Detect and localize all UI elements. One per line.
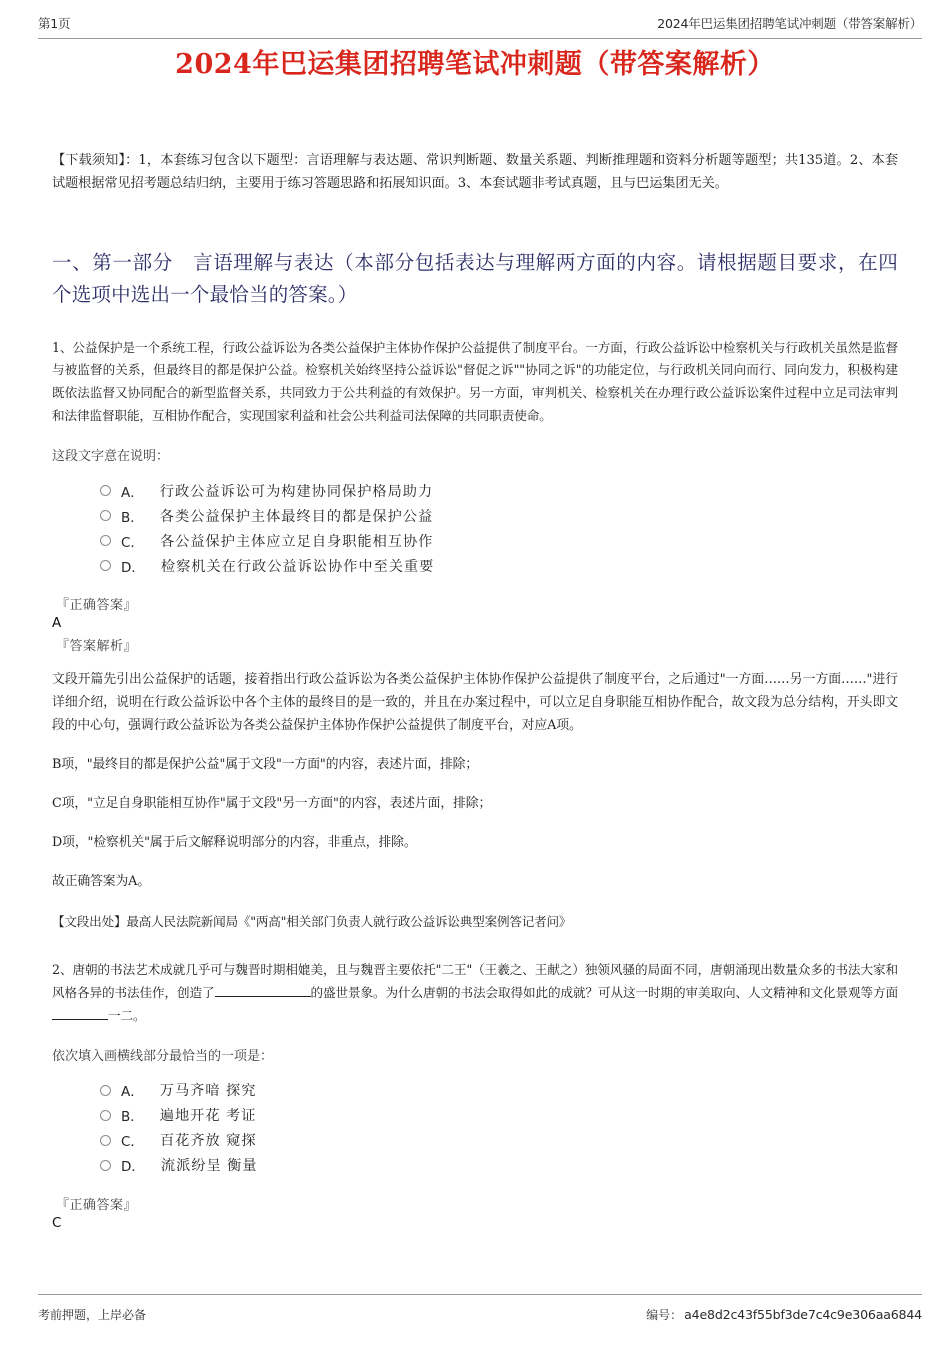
option-letter: B． [121,509,144,526]
option-letter: A． [121,1084,144,1101]
radio-icon[interactable] [100,1085,111,1096]
analysis-line: C项，"立足自身职能相互协作"属于文段"另一方面"的内容，表述片面，排除； [52,796,492,812]
option-row[interactable] [100,503,898,528]
option-text: 流派纷呈 衡量 [160,1158,258,1175]
option-letter: D． [121,1159,145,1176]
question-1-answer: A [52,615,62,632]
analysis-line: 故正确答案为A。 [52,874,151,890]
radio-icon[interactable] [100,485,111,496]
question-1-options [100,478,898,578]
question-2-stem-part2: 的盛世景象。为什么唐朝的书法会取得如此的成就？可从这一时期的审美取向、人文精神和文化景观等方面 [310,984,898,1000]
radio-icon[interactable] [100,535,111,546]
option-text: 各公益保护主体应立足自身职能相互协作 [159,533,434,550]
footer-code-value: a4e8d2c43f55bf3de7c4c9e306aa6844 [684,1306,922,1322]
question-2-prompt: 依次填入画横线部分最恰当的一项是： [52,1048,274,1064]
option-text: 万马齐喑 探究 [159,1083,257,1100]
option-row[interactable] [100,1103,898,1128]
radio-icon[interactable] [100,1135,111,1146]
option-text: 检察机关在行政公益诉讼协作中至关重要 [160,558,435,575]
option-row[interactable] [100,553,898,578]
radio-icon[interactable] [100,510,111,521]
option-letter: A． [121,484,144,501]
answer-analysis-label: 『答案解析』 [56,639,138,655]
option-letter: C． [121,534,144,551]
option-text: 百花齐放 窥探 [159,1133,257,1150]
document-body [52,150,898,1231]
radio-icon[interactable] [100,1110,111,1121]
option-text: 行政公益诉讼可为构建协同保护格局助力 [159,483,434,500]
question-2-answer: C [52,1214,62,1231]
correct-answer-label: 『正确答案』 [56,1197,138,1213]
question-1-stem: 1、公益保护是一个系统工程，行政公益诉讼为各类公益保护主体协作保护公益提供了制度平台。一方面，行政公益诉讼中检察机关与行政机关虽然是监督与被监督的关系，但最终目的都是保护公益。检察机关始终坚持公益诉讼"督促之诉""协同之诉"的功能定位，与行政机关同向而行、同向发力，积极构建既依法监督又协同配合的新型监督关系，共同致力于公共利益的有效保护。另一方面，审判机关、检察机关在办理行政公益诉讼案件过程中立足司法审判和法律监督职能，互相协作配合，实现国家利益和社会公共利益司法保障的共同职责使命。 [52,339,898,424]
analysis-line: D项，"检察机关"属于后文解释说明部分的内容，非重点，排除。 [52,835,417,851]
question-2-stem [52,959,898,1028]
question-2-stem-part3: 一二。 [108,1007,146,1023]
question-1-prompt: 这段文字意在说明： [52,449,170,465]
option-row[interactable] [100,528,898,553]
radio-icon[interactable] [100,560,111,571]
download-notice: 【下载须知】：1，本套练习包含以下题型：言语理解与表达题、常识判断题、数量关系题、判断推理题和资料分析题等题型；共135道。2、本套试题根据常见招考题总结归纳，主要用于练习答题思路和拓展知识面。3、本套试题非考试真题，且与巴运集团无关。 [52,153,898,191]
option-letter: C． [121,1134,144,1151]
option-row[interactable] [100,478,898,503]
footer-code [646,1306,922,1323]
option-letter: B． [121,1109,144,1126]
page-number-label: 第1页 [38,16,71,31]
option-text: 遍地开花 考证 [159,1108,257,1125]
question-1-source: 【文段出处】最高人民法院新闻局《"两高"相关部门负责人就行政公益诉讼典型案例答记者问》 [52,914,572,930]
running-title: 2024年巴运集团招聘笔试冲刺题（带答案解析） [657,16,922,31]
question-2-stem-part1: 2、唐朝的书法艺术成就几乎可与魏晋时期相媲美，且与魏晋主要依托"二王"（王羲之、王献之）独领风骚的局面不同，唐朝涌现出数量众多的书法大家和风格各异的书法佳作，创造了 [52,961,898,1000]
analysis-line: B项，"最终目的都是保护公益"属于文段"一方面"的内容，表述片面，排除； [52,757,479,773]
page-footer [38,1294,922,1327]
option-text: 各类公益保护主体最终目的都是保护公益 [159,508,434,525]
option-row[interactable] [100,1153,898,1178]
correct-answer-label: 『正确答案』 [56,598,138,614]
footer-code-label: 编号： [646,1307,683,1322]
question-2-options [100,1078,898,1178]
page-header [38,14,922,39]
option-letter: D． [121,559,145,576]
option-row[interactable] [100,1128,898,1153]
document-title: 2024年巴运集团招聘笔试冲刺题（带答案解析） [175,49,775,80]
fill-blank-2 [52,1019,108,1020]
option-row[interactable] [100,1078,898,1103]
section-heading: 一、第一部分 言语理解与表达（本部分包括表达与理解两方面的内容。请根据题目要求，在四个选项中选出一个最恰当的答案。） [52,251,898,306]
footer-slogan: 考前押题，上岸必备 [38,1307,147,1322]
question-1-analysis: 文段开篇先引出公益保护的话题，接着指出行政公益诉讼为各类公益保护主体协作保护公益提供了制度平台，之后通过"一方面……另一方面……"进行详细介绍，说明在行政公益诉讼中各个主体的最终目的是一致的，并且在办案过程中，可以立足自身职能互相协作配合，故文段为总分结构，开头即文段的中心句，强调行政公益诉讼为各类公益保护主体协作保护公益提供了制度平台，对应A项。 [52,672,898,734]
radio-icon[interactable] [100,1160,111,1171]
fill-blank-1 [215,996,311,997]
